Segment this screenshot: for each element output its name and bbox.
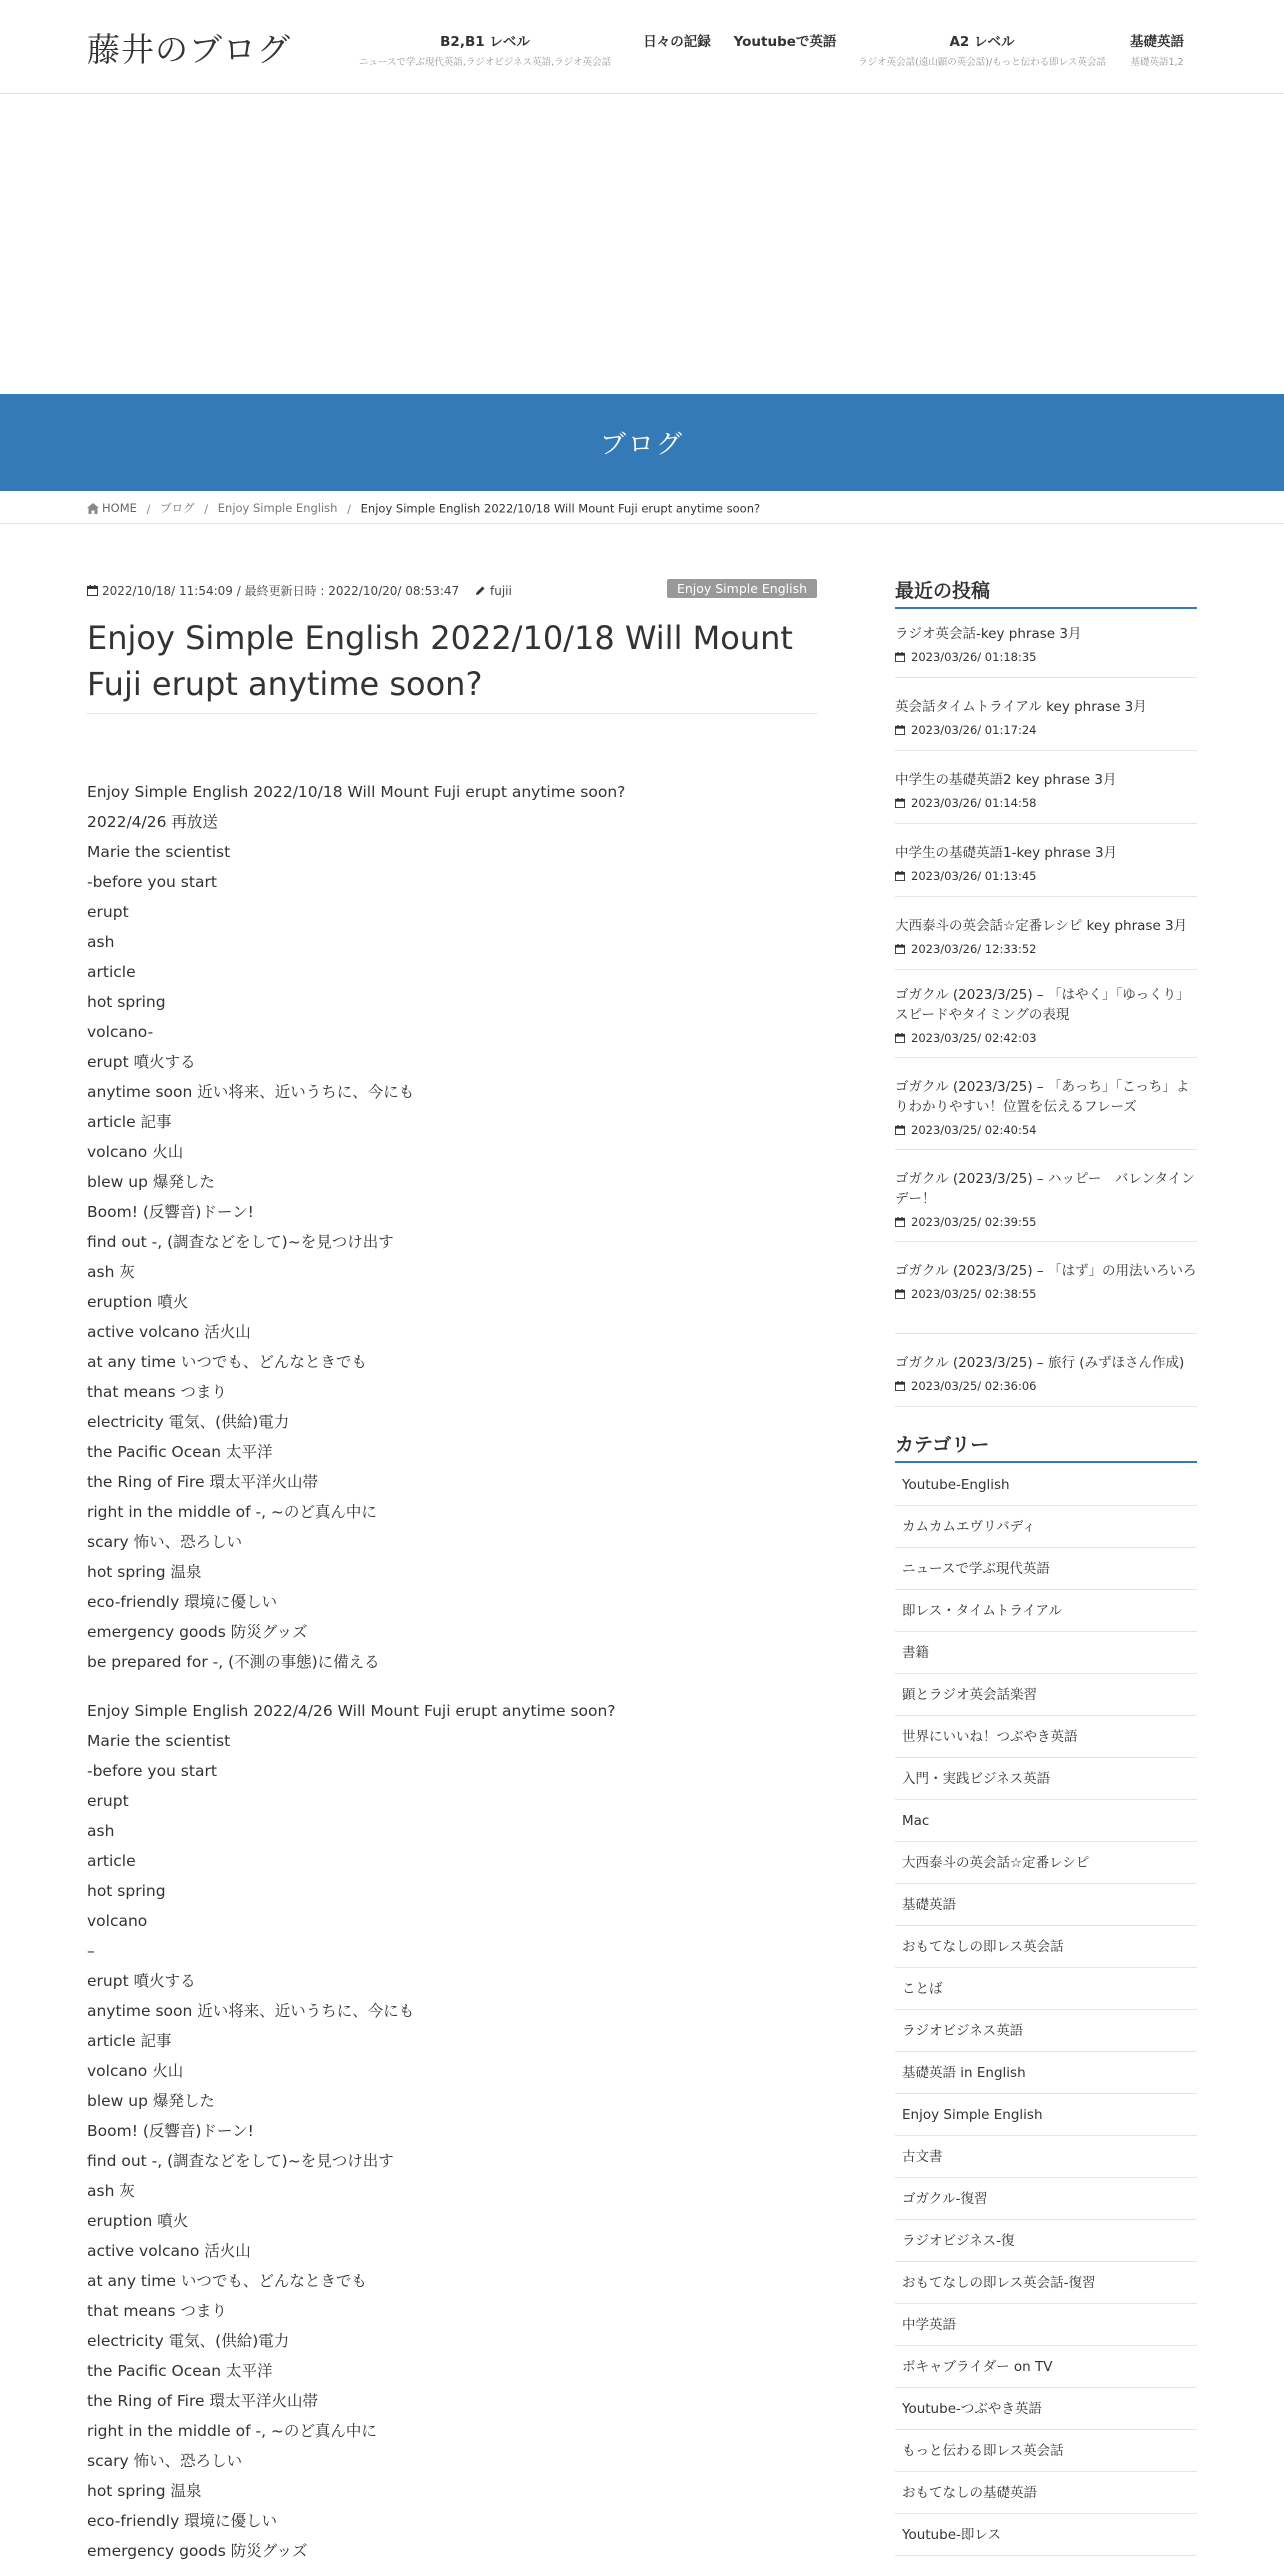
calendar-icon — [895, 725, 905, 735]
recent-post-date-text: 2023/03/26/ 01:14:58 — [911, 796, 1037, 810]
divider — [895, 677, 1197, 678]
body-line: article 記事 — [87, 2032, 172, 2050]
body-line: erupt 噴火する — [87, 1053, 196, 1071]
nav-item-daily[interactable] — [636, 30, 718, 50]
body-line: emergency goods 防災グッズ — [87, 2542, 308, 2560]
body-line: hot spring — [87, 993, 166, 1011]
body-line: ash — [87, 1822, 115, 1840]
body-line: eco-friendly 環境に優しい — [87, 1593, 278, 1611]
post-body-block-1 — [87, 777, 817, 1677]
category-item[interactable]: ニュースで学ぶ現代英語 — [895, 1548, 1197, 1590]
recent-post-date-text: 2023/03/26/ 12:33:52 — [911, 942, 1037, 956]
recent-post-date — [895, 869, 1197, 883]
body-line: article 記事 — [87, 1113, 172, 1131]
body-line: Marie the scientist — [87, 843, 231, 861]
page-hero — [0, 394, 1284, 491]
nav-item-sublabel: 基礎英語1,2 — [1130, 57, 1184, 68]
category-item[interactable]: おもてなしの即レス英会話-復習 — [895, 2262, 1197, 2304]
page-header-title: ブログ — [599, 430, 684, 460]
divider — [895, 896, 1197, 897]
recent-post-date-text: 2023/03/25/ 02:38:55 — [911, 1287, 1037, 1301]
category-item[interactable]: ゴガクル-復習 — [895, 2178, 1197, 2220]
divider — [895, 1149, 1197, 1150]
calendar-icon — [87, 585, 98, 596]
category-item[interactable]: ことば — [895, 1968, 1197, 2010]
body-line: the Ring of Fire 環太平洋火山帯 — [87, 1473, 318, 1491]
category-item[interactable]: もっと伝わる即レス英会話 — [895, 2430, 1197, 2472]
body-line: article — [87, 963, 136, 981]
category-item[interactable]: Mac — [895, 1800, 1197, 1842]
recent-post-link[interactable]: ゴガクル (2023/3/25) – 「あっち」「こっち」よりわかりやすい！位置を伝えるフレーズ — [895, 1079, 1190, 1115]
recent-post-link[interactable]: ゴガクル (2023/3/25) – 旅行 (みずほさん作成) — [895, 1355, 1185, 1371]
body-line: emergency goods 防災グッズ — [87, 1623, 308, 1641]
body-line: Marie the scientist — [87, 1732, 231, 1750]
recent-post-date-text: 2023/03/25/ 02:39:55 — [911, 1215, 1037, 1229]
recent-post-date — [895, 1031, 1197, 1045]
divider — [895, 1333, 1197, 1334]
nav-item-basic[interactable] — [1120, 30, 1194, 68]
calendar-icon — [895, 871, 905, 881]
nav-item-label: A2 レベル — [949, 34, 1015, 50]
body-line: anytime soon 近い将来、近いうちに、今にも — [87, 1083, 415, 1101]
recent-post-item — [895, 916, 1197, 956]
category-item[interactable]: 中学英語 — [895, 2304, 1197, 2346]
body-line: right in the middle of -, ~のど真ん中に — [87, 1503, 377, 1521]
body-line: active volcano 活火山 — [87, 1323, 251, 1341]
post-date: 2022/10/18/ 11:54:09 / 最終更新日時 : 2022/10/20/ 08:53:47 — [102, 584, 460, 598]
divider — [895, 969, 1197, 970]
post-author[interactable]: fujii — [490, 584, 512, 598]
category-item[interactable]: 世界にいいね！つぶやき英語 — [895, 1716, 1197, 1758]
body-line: scary 怖い、恐ろしい — [87, 1533, 243, 1551]
site-title[interactable]: 藤井のブログ — [87, 30, 291, 69]
body-line: eco-friendly 環境に優しい — [87, 2512, 278, 2530]
body-line: Enjoy Simple English 2022/4/26 Will Mount Fuji erupt anytime soon? — [87, 1702, 616, 1720]
category-item[interactable]: 基礎英語 in English — [895, 2052, 1197, 2094]
recent-post-item — [895, 697, 1197, 737]
body-line: find out -, (調査などをして)~を見つけ出す — [87, 2152, 394, 2170]
nav-item-youtube[interactable] — [730, 30, 840, 50]
nav-item-label: Youtubeで英語 — [733, 34, 837, 50]
body-line: right in the middle of -, ~のど真ん中に — [87, 2422, 377, 2440]
body-line: volcano 火山 — [87, 2062, 184, 2080]
recent-post-date-text: 2023/03/26/ 01:17:24 — [911, 723, 1037, 737]
body-line: the Ring of Fire 環太平洋火山帯 — [87, 2392, 318, 2410]
recent-post-date — [895, 1215, 1197, 1229]
body-line: find out -, (調査などをして)~を見つけ出す — [87, 1233, 394, 1251]
category-item[interactable]: おもてなしの即レス英会話 — [895, 1926, 1197, 1968]
category-item[interactable]: カムカムエヴリバディ — [895, 1506, 1197, 1548]
body-line: eruption 噴火 — [87, 2212, 189, 2230]
category-item[interactable]: 基礎英語 — [895, 1884, 1197, 1926]
divider — [895, 823, 1197, 824]
body-line: – — [87, 1942, 95, 1960]
nav-item-label: 日々の記録 — [643, 34, 711, 50]
heading-underline — [895, 607, 1197, 609]
calendar-icon — [895, 798, 905, 808]
recent-post-item — [895, 624, 1197, 664]
nav-item-sublabel: ニュースで学ぶ現代英語,ラジオビジネス英語,ラジオ英会話 — [358, 57, 612, 68]
calendar-icon — [895, 1217, 905, 1227]
body-line: be prepared for -, (不測の事態)に備える — [87, 1653, 380, 1671]
body-line: the Pacific Ocean 太平洋 — [87, 2362, 273, 2380]
divider — [895, 1057, 1197, 1058]
home-icon — [87, 503, 99, 514]
breadcrumb-separator: / — [146, 501, 151, 516]
recent-post-date-text: 2023/03/25/ 02:36:06 — [911, 1379, 1037, 1393]
divider — [895, 1406, 1197, 1407]
heading-underline — [895, 1461, 1197, 1463]
recent-post-link[interactable]: ラジオ英会話-key phrase 3月 — [895, 626, 1082, 642]
body-line: hot spring 温泉 — [87, 1563, 202, 1581]
body-line: scary 怖い、恐ろしい — [87, 2452, 243, 2470]
nav-item-b2b1[interactable] — [350, 30, 620, 68]
recent-post-item — [895, 1077, 1197, 1137]
calendar-icon — [895, 1125, 905, 1135]
nav-item-a2[interactable] — [852, 30, 1112, 68]
body-line: at any time いつでも、どんなときでも — [87, 1353, 367, 1371]
recent-post-item — [895, 843, 1197, 883]
divider — [895, 750, 1197, 751]
body-line: Boom! (反響音)ドーン! — [87, 2122, 254, 2140]
breadcrumb-current: Enjoy Simple English 2022/10/18 Will Mount Fuji erupt anytime soon? — [360, 501, 761, 516]
category-item[interactable]: Youtube-English — [895, 1464, 1197, 1506]
body-line: hot spring 温泉 — [87, 2482, 202, 2500]
body-line: electricity 電気、(供給)電力 — [87, 1413, 290, 1431]
post-body-block-2 — [87, 1696, 817, 2566]
body-line: erupt — [87, 1792, 129, 1810]
recent-post-date — [895, 723, 1197, 737]
category-item[interactable]: 書籍 — [895, 1632, 1197, 1674]
category-badge[interactable]: Enjoy Simple English — [667, 579, 817, 598]
body-line: Enjoy Simple English 2022/10/18 Will Mount Fuji erupt anytime soon? — [87, 783, 626, 801]
recent-post-item — [895, 985, 1197, 1045]
calendar-icon — [895, 1381, 905, 1391]
recent-post-date — [895, 1379, 1197, 1393]
breadcrumb-separator: / — [347, 501, 351, 516]
recent-post-date — [895, 796, 1197, 810]
calendar-icon — [895, 652, 905, 662]
recent-post-item — [895, 1261, 1197, 1301]
recent-post-date — [895, 1123, 1197, 1137]
body-line: anytime soon 近い将来、近いうちに、今にも — [87, 2002, 415, 2020]
recent-posts-heading: 最近の投稿 — [895, 580, 991, 602]
site-header — [0, 0, 1284, 94]
calendar-icon — [895, 1289, 905, 1299]
recent-post-item — [895, 1169, 1197, 1229]
breadcrumb-blog[interactable]: ブログ — [160, 501, 195, 515]
body-line: eruption 噴火 — [87, 1293, 189, 1311]
recent-post-link[interactable]: 中学生の基礎英語2 key phrase 3月 — [895, 772, 1117, 788]
body-line: volcano 火山 — [87, 1143, 184, 1161]
ad-space — [0, 95, 1284, 394]
recent-post-date — [895, 650, 1197, 664]
body-line: blew up 爆発した — [87, 2092, 215, 2110]
recent-post-date-text: 2023/03/25/ 02:40:54 — [911, 1123, 1037, 1137]
category-item[interactable]: 古文書 — [895, 2136, 1197, 2178]
recent-post-date — [895, 942, 1197, 956]
category-item[interactable]: 即レス・タイムトライアル — [895, 1590, 1197, 1632]
body-line: ash 灰 — [87, 2182, 135, 2200]
calendar-icon — [895, 1033, 905, 1043]
recent-post-item — [895, 1353, 1197, 1393]
breadcrumb-category[interactable]: Enjoy Simple English — [217, 501, 338, 515]
nav-item-label: 基礎英語 — [1130, 34, 1184, 50]
body-line: -before you start — [87, 873, 217, 891]
recent-post-link[interactable]: 英会話タイムトライアル key phrase 3月 — [895, 699, 1147, 715]
divider — [87, 713, 817, 714]
body-line: that means つまり — [87, 1383, 227, 1401]
recent-post-date — [895, 1287, 1197, 1301]
body-line: electricity 電気、(供給)電力 — [87, 2332, 290, 2350]
recent-post-date-text: 2023/03/25/ 02:42:03 — [911, 1031, 1037, 1045]
body-line: ash — [87, 933, 115, 951]
pencil-icon — [475, 585, 486, 596]
body-line: that means つまり — [87, 2302, 227, 2320]
category-item[interactable]: ラジオビジネス英語 — [895, 2010, 1197, 2052]
breadcrumb-separator: / — [204, 501, 209, 516]
recent-post-link[interactable]: 大西泰斗の英会話☆定番レシピ key phrase 3月 — [895, 918, 1188, 934]
body-line: 2022/4/26 再放送 — [87, 813, 218, 831]
recent-post-link[interactable]: ゴガクル (2023/3/25) – 「はやく」「ゆっくり」スピードやタイミングの表現 — [895, 987, 1190, 1023]
calendar-icon — [895, 944, 905, 954]
category-item[interactable]: 大西泰斗の英会話☆定番レシピ — [895, 1842, 1197, 1884]
nav-item-label: B2,B1 レベル — [440, 34, 530, 50]
recent-post-link[interactable]: ゴガクル (2023/3/25) – 「はず」の用法いろいろ — [895, 1263, 1197, 1279]
category-item[interactable]: 顕とラジオ英会話楽習 — [895, 1674, 1197, 1716]
category-item[interactable]: ラジオビジネス-復 — [895, 2220, 1197, 2262]
category-item[interactable]: Enjoy Simple English — [895, 2094, 1197, 2136]
body-line: volcano- — [87, 1023, 154, 1041]
category-item[interactable]: Youtube-即レス — [895, 2514, 1197, 2556]
category-item[interactable]: おもてなしの基礎英語 — [895, 2472, 1197, 2514]
body-line: blew up 爆発した — [87, 1173, 215, 1191]
divider — [0, 523, 1284, 524]
recent-post-link[interactable]: ゴガクル (2023/3/25) – ハッピー バレンタインデー！ — [895, 1171, 1195, 1207]
recent-post-date-text: 2023/03/26/ 01:13:45 — [911, 869, 1037, 883]
body-line: the Pacific Ocean 太平洋 — [87, 1443, 273, 1461]
post-title: Enjoy Simple English 2022/10/18 Will Mount Fuji erupt anytime soon? — [87, 619, 793, 703]
category-item[interactable]: ボキャブライダー on TV — [895, 2346, 1197, 2388]
category-item[interactable]: 入門・実践ビジネス英語 — [895, 1758, 1197, 1800]
body-line: at any time いつでも、どんなときでも — [87, 2272, 367, 2290]
recent-post-link[interactable]: 中学生の基礎英語1-key phrase 3月 — [895, 845, 1118, 861]
breadcrumb — [87, 500, 760, 516]
post-meta — [87, 582, 512, 599]
divider — [895, 1241, 1197, 1242]
body-line: ash 灰 — [87, 1263, 135, 1281]
body-line: erupt 噴火する — [87, 1972, 196, 1990]
breadcrumb-home[interactable]: HOME — [102, 501, 137, 515]
category-item[interactable]: Youtube-つぶやき英語 — [895, 2388, 1197, 2430]
body-line: erupt — [87, 903, 129, 921]
body-line: hot spring — [87, 1882, 166, 1900]
body-line: Boom! (反響音)ドーン! — [87, 1203, 254, 1221]
body-line: -before you start — [87, 1762, 217, 1780]
recent-post-date-text: 2023/03/26/ 01:18:35 — [911, 650, 1037, 664]
body-line: active volcano 活火山 — [87, 2242, 251, 2260]
recent-post-item — [895, 770, 1197, 810]
category-heading: カテゴリー — [895, 1434, 990, 1456]
body-line: article — [87, 1852, 136, 1870]
nav-item-sublabel: ラジオ英会話(遠山顕の英会話)/もっと伝わる即レス英会話 — [858, 57, 1106, 68]
body-line: volcano — [87, 1912, 148, 1930]
